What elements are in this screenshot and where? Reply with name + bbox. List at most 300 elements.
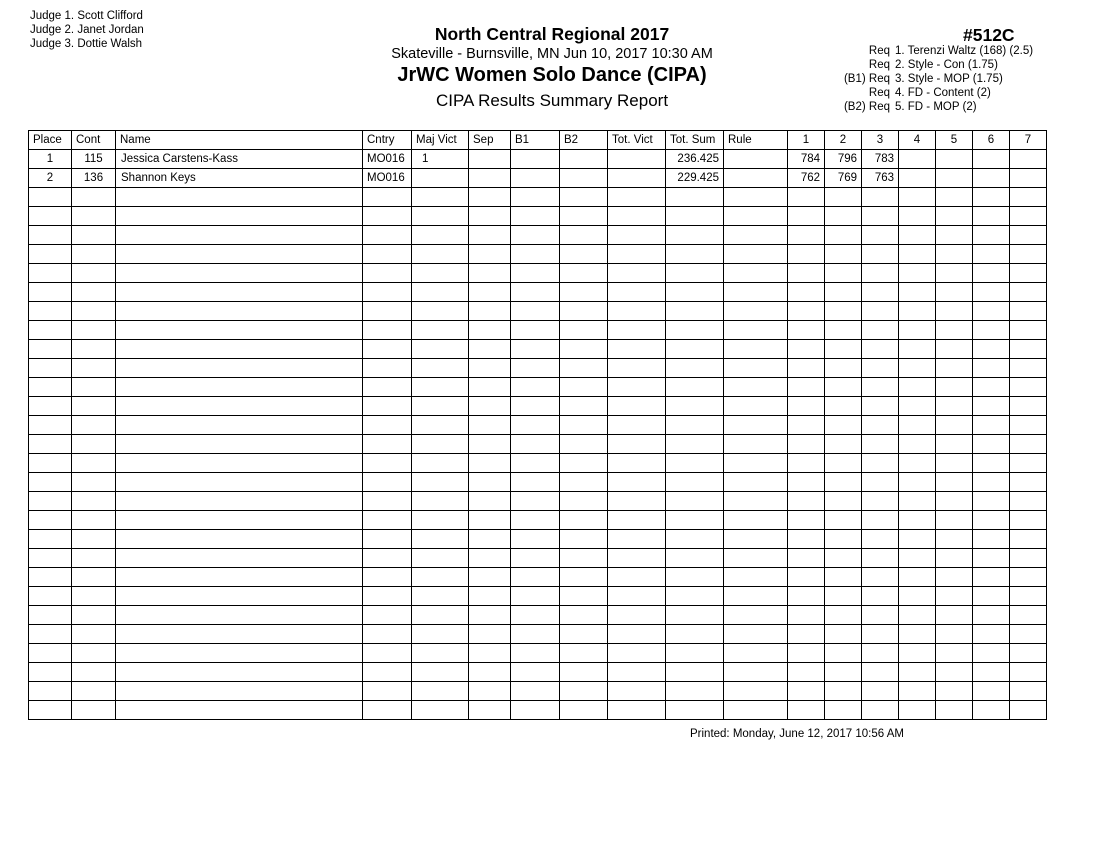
empty-cell — [560, 549, 608, 568]
empty-cell — [973, 359, 1010, 378]
empty-cell — [412, 568, 469, 587]
empty-cell — [936, 625, 973, 644]
empty-cell — [116, 378, 363, 397]
empty-cell — [116, 188, 363, 207]
empty-cell — [724, 492, 788, 511]
event-number: #512C — [963, 25, 1015, 45]
empty-cell — [1010, 264, 1047, 283]
empty-cell — [469, 492, 511, 511]
empty-cell — [511, 245, 560, 264]
empty-cell — [666, 188, 724, 207]
empty-cell — [973, 492, 1010, 511]
empty-cell — [825, 530, 862, 549]
tot-vict-cell — [608, 169, 666, 188]
empty-cell — [363, 245, 412, 264]
column-header: Cntry — [363, 131, 412, 150]
empty-cell — [469, 207, 511, 226]
empty-cell — [788, 378, 825, 397]
empty-cell — [363, 302, 412, 321]
empty-cell — [899, 663, 936, 682]
empty-cell — [72, 359, 116, 378]
empty-cell — [29, 264, 72, 283]
empty-table-row — [29, 549, 1047, 568]
empty-cell — [862, 511, 899, 530]
empty-cell — [825, 245, 862, 264]
empty-cell — [788, 321, 825, 340]
empty-cell — [825, 568, 862, 587]
event-name: JrWC Women Solo Dance (CIPA) — [397, 64, 707, 86]
empty-cell — [973, 188, 1010, 207]
empty-cell — [666, 283, 724, 302]
table-header-row — [29, 131, 1047, 150]
empty-cell — [899, 587, 936, 606]
empty-cell — [511, 625, 560, 644]
empty-cell — [825, 682, 862, 701]
empty-cell — [363, 644, 412, 663]
empty-cell — [72, 435, 116, 454]
empty-cell — [862, 625, 899, 644]
empty-cell — [825, 606, 862, 625]
empty-table-row — [29, 245, 1047, 264]
empty-cell — [1010, 625, 1047, 644]
table-row — [29, 169, 1047, 188]
empty-cell — [666, 682, 724, 701]
empty-cell — [788, 264, 825, 283]
empty-cell — [412, 226, 469, 245]
judge-3: Judge 3. Dottie Walsh — [30, 38, 143, 50]
empty-cell — [1010, 340, 1047, 359]
empty-cell — [936, 435, 973, 454]
empty-cell — [666, 264, 724, 283]
judge-1: Judge 1. Scott Clifford — [30, 10, 143, 22]
empty-cell — [936, 207, 973, 226]
empty-cell — [788, 606, 825, 625]
empty-cell — [116, 207, 363, 226]
empty-cell — [862, 397, 899, 416]
sep-cell — [469, 150, 511, 169]
empty-cell — [788, 188, 825, 207]
empty-cell — [29, 226, 72, 245]
empty-table-row — [29, 663, 1047, 682]
empty-cell — [469, 568, 511, 587]
empty-cell — [363, 264, 412, 283]
empty-cell — [29, 606, 72, 625]
empty-cell — [560, 226, 608, 245]
empty-cell — [936, 511, 973, 530]
empty-cell — [788, 207, 825, 226]
column-header: 7 — [1010, 131, 1047, 150]
empty-cell — [469, 644, 511, 663]
empty-cell — [666, 701, 724, 720]
empty-cell — [469, 283, 511, 302]
empty-cell — [29, 492, 72, 511]
judge-2-score: 769 — [825, 169, 862, 188]
requirement-text: 1. Terenzi Waltz (168) (2.5) — [895, 45, 1034, 57]
empty-cell — [72, 549, 116, 568]
empty-cell — [973, 226, 1010, 245]
empty-table-row — [29, 359, 1047, 378]
empty-cell — [973, 378, 1010, 397]
empty-cell — [469, 454, 511, 473]
empty-cell — [788, 245, 825, 264]
empty-cell — [469, 435, 511, 454]
empty-cell — [936, 245, 973, 264]
column-header: Rule — [724, 131, 788, 150]
empty-cell — [72, 663, 116, 682]
empty-table-row — [29, 682, 1047, 701]
empty-cell — [936, 283, 973, 302]
requirements-list — [840, 44, 1033, 114]
empty-cell — [29, 530, 72, 549]
empty-cell — [412, 397, 469, 416]
empty-cell — [899, 188, 936, 207]
empty-cell — [560, 435, 608, 454]
empty-cell — [363, 530, 412, 549]
empty-cell — [862, 644, 899, 663]
empty-table-row — [29, 644, 1047, 663]
empty-table-row — [29, 378, 1047, 397]
empty-cell — [825, 321, 862, 340]
empty-cell — [1010, 321, 1047, 340]
empty-cell — [511, 511, 560, 530]
judge-3-score: 783 — [862, 150, 899, 169]
empty-cell — [899, 625, 936, 644]
empty-cell — [973, 416, 1010, 435]
place-cell: 2 — [29, 169, 72, 188]
empty-cell — [72, 606, 116, 625]
empty-cell — [72, 378, 116, 397]
empty-cell — [29, 283, 72, 302]
empty-cell — [724, 226, 788, 245]
empty-cell — [899, 207, 936, 226]
requirement-prefix: Req — [868, 87, 890, 99]
empty-cell — [862, 207, 899, 226]
empty-cell — [608, 416, 666, 435]
judge-1-score: 762 — [788, 169, 825, 188]
empty-cell — [511, 302, 560, 321]
empty-cell — [862, 359, 899, 378]
empty-cell — [116, 530, 363, 549]
empty-cell — [1010, 359, 1047, 378]
empty-cell — [862, 568, 899, 587]
empty-cell — [899, 321, 936, 340]
report-title: CIPA Results Summary Report — [435, 91, 669, 110]
empty-cell — [862, 416, 899, 435]
empty-cell — [363, 587, 412, 606]
empty-cell — [862, 473, 899, 492]
empty-cell — [666, 606, 724, 625]
empty-cell — [973, 207, 1010, 226]
empty-cell — [973, 435, 1010, 454]
empty-cell — [29, 378, 72, 397]
rule-cell — [724, 150, 788, 169]
judge-4-score — [899, 169, 936, 188]
empty-table-row — [29, 454, 1047, 473]
empty-cell — [666, 530, 724, 549]
empty-cell — [560, 701, 608, 720]
empty-cell — [666, 568, 724, 587]
empty-cell — [973, 701, 1010, 720]
empty-cell — [116, 492, 363, 511]
empty-cell — [899, 416, 936, 435]
empty-table-row — [29, 530, 1047, 549]
empty-cell — [511, 359, 560, 378]
empty-cell — [825, 492, 862, 511]
empty-cell — [1010, 644, 1047, 663]
empty-cell — [608, 397, 666, 416]
empty-cell — [363, 435, 412, 454]
empty-cell — [899, 492, 936, 511]
empty-cell — [788, 568, 825, 587]
empty-cell — [973, 530, 1010, 549]
empty-cell — [1010, 188, 1047, 207]
empty-cell — [936, 188, 973, 207]
empty-cell — [936, 492, 973, 511]
empty-cell — [899, 511, 936, 530]
empty-cell — [973, 473, 1010, 492]
column-header: Tot. Sum — [666, 131, 724, 150]
empty-cell — [608, 378, 666, 397]
empty-cell — [560, 188, 608, 207]
empty-cell — [825, 701, 862, 720]
empty-cell — [608, 340, 666, 359]
rule-cell — [724, 169, 788, 188]
column-header: 4 — [899, 131, 936, 150]
empty-cell — [116, 454, 363, 473]
empty-cell — [936, 663, 973, 682]
empty-cell — [412, 416, 469, 435]
empty-cell — [116, 321, 363, 340]
empty-cell — [862, 245, 899, 264]
empty-cell — [788, 701, 825, 720]
empty-cell — [899, 701, 936, 720]
empty-cell — [724, 625, 788, 644]
empty-table-row — [29, 321, 1047, 340]
empty-cell — [1010, 511, 1047, 530]
empty-table-row — [29, 701, 1047, 720]
empty-cell — [560, 644, 608, 663]
empty-cell — [363, 340, 412, 359]
empty-cell — [1010, 283, 1047, 302]
empty-cell — [608, 549, 666, 568]
empty-cell — [560, 340, 608, 359]
empty-cell — [363, 378, 412, 397]
empty-cell — [1010, 473, 1047, 492]
empty-cell — [560, 625, 608, 644]
empty-cell — [511, 207, 560, 226]
requirement-prefix: (B2) Req — [843, 101, 890, 113]
empty-cell — [666, 226, 724, 245]
empty-cell — [608, 492, 666, 511]
empty-cell — [511, 321, 560, 340]
empty-cell — [788, 587, 825, 606]
empty-cell — [1010, 549, 1047, 568]
empty-cell — [412, 435, 469, 454]
empty-cell — [29, 549, 72, 568]
empty-cell — [973, 663, 1010, 682]
competition-title: North Central Regional 2017 — [434, 24, 670, 44]
empty-cell — [363, 606, 412, 625]
empty-cell — [899, 530, 936, 549]
empty-cell — [560, 283, 608, 302]
empty-cell — [560, 416, 608, 435]
empty-cell — [936, 587, 973, 606]
results-table — [28, 130, 1047, 720]
empty-cell — [899, 397, 936, 416]
empty-cell — [560, 359, 608, 378]
empty-cell — [899, 549, 936, 568]
empty-cell — [825, 416, 862, 435]
empty-cell — [936, 416, 973, 435]
empty-cell — [862, 378, 899, 397]
empty-cell — [469, 663, 511, 682]
empty-cell — [825, 435, 862, 454]
empty-cell — [973, 568, 1010, 587]
empty-cell — [788, 283, 825, 302]
empty-cell — [72, 397, 116, 416]
requirement-prefix: (B1) Req — [843, 73, 890, 85]
empty-cell — [72, 264, 116, 283]
empty-cell — [116, 302, 363, 321]
empty-cell — [72, 188, 116, 207]
empty-cell — [72, 473, 116, 492]
empty-cell — [560, 321, 608, 340]
empty-cell — [724, 397, 788, 416]
empty-cell — [973, 340, 1010, 359]
empty-cell — [72, 682, 116, 701]
empty-cell — [412, 454, 469, 473]
empty-cell — [825, 454, 862, 473]
empty-cell — [412, 625, 469, 644]
empty-cell — [724, 188, 788, 207]
requirement-item — [840, 58, 1033, 72]
empty-cell — [1010, 492, 1047, 511]
judge-2: Judge 2. Janet Jordan — [30, 24, 144, 36]
empty-cell — [412, 701, 469, 720]
empty-cell — [899, 568, 936, 587]
empty-cell — [1010, 568, 1047, 587]
empty-cell — [29, 454, 72, 473]
empty-cell — [608, 625, 666, 644]
cntry-cell: MO016 — [363, 169, 412, 188]
column-header: Cont — [72, 131, 116, 150]
empty-cell — [72, 587, 116, 606]
empty-cell — [511, 568, 560, 587]
empty-cell — [724, 283, 788, 302]
column-header: Name — [116, 131, 363, 150]
empty-cell — [469, 701, 511, 720]
empty-table-row — [29, 340, 1047, 359]
empty-cell — [511, 644, 560, 663]
empty-cell — [412, 663, 469, 682]
tot-sum-cell: 229.425 — [666, 169, 724, 188]
empty-table-row — [29, 302, 1047, 321]
column-header: B1 — [511, 131, 560, 150]
empty-cell — [72, 207, 116, 226]
empty-cell — [788, 302, 825, 321]
empty-cell — [1010, 226, 1047, 245]
empty-cell — [899, 226, 936, 245]
b2-cell — [560, 169, 608, 188]
empty-cell — [608, 245, 666, 264]
empty-table-row — [29, 416, 1047, 435]
empty-cell — [666, 359, 724, 378]
empty-cell — [862, 663, 899, 682]
empty-cell — [560, 511, 608, 530]
empty-cell — [608, 283, 666, 302]
empty-table-row — [29, 283, 1047, 302]
empty-cell — [363, 549, 412, 568]
empty-cell — [469, 245, 511, 264]
table-row — [29, 150, 1047, 169]
empty-cell — [72, 321, 116, 340]
b2-cell — [560, 150, 608, 169]
empty-cell — [469, 188, 511, 207]
empty-cell — [973, 283, 1010, 302]
empty-cell — [1010, 435, 1047, 454]
empty-cell — [469, 226, 511, 245]
empty-cell — [412, 682, 469, 701]
empty-cell — [899, 606, 936, 625]
empty-cell — [511, 549, 560, 568]
empty-cell — [29, 321, 72, 340]
empty-cell — [363, 663, 412, 682]
empty-cell — [608, 321, 666, 340]
empty-cell — [469, 587, 511, 606]
empty-table-row — [29, 625, 1047, 644]
empty-cell — [899, 435, 936, 454]
empty-cell — [788, 359, 825, 378]
tot-vict-cell — [608, 150, 666, 169]
empty-cell — [560, 663, 608, 682]
empty-cell — [608, 264, 666, 283]
empty-cell — [788, 435, 825, 454]
empty-cell — [412, 378, 469, 397]
empty-cell — [116, 663, 363, 682]
empty-cell — [608, 511, 666, 530]
empty-cell — [724, 378, 788, 397]
empty-cell — [666, 245, 724, 264]
empty-cell — [608, 701, 666, 720]
empty-cell — [412, 321, 469, 340]
empty-cell — [788, 397, 825, 416]
empty-cell — [412, 492, 469, 511]
empty-cell — [724, 530, 788, 549]
empty-cell — [29, 473, 72, 492]
empty-cell — [511, 473, 560, 492]
empty-cell — [899, 378, 936, 397]
empty-cell — [469, 264, 511, 283]
judge-6-score — [973, 169, 1010, 188]
empty-cell — [608, 568, 666, 587]
empty-cell — [936, 644, 973, 663]
empty-cell — [973, 682, 1010, 701]
judge-7-score — [1010, 150, 1047, 169]
empty-cell — [666, 207, 724, 226]
column-header: Place — [29, 131, 72, 150]
empty-cell — [608, 473, 666, 492]
name-cell: Jessica Carstens-Kass — [116, 150, 363, 169]
empty-cell — [72, 568, 116, 587]
requirement-item — [840, 44, 1033, 58]
empty-cell — [899, 283, 936, 302]
cont-cell: 115 — [72, 150, 116, 169]
empty-cell — [511, 530, 560, 549]
empty-cell — [608, 302, 666, 321]
empty-cell — [469, 625, 511, 644]
empty-cell — [825, 302, 862, 321]
empty-cell — [29, 644, 72, 663]
